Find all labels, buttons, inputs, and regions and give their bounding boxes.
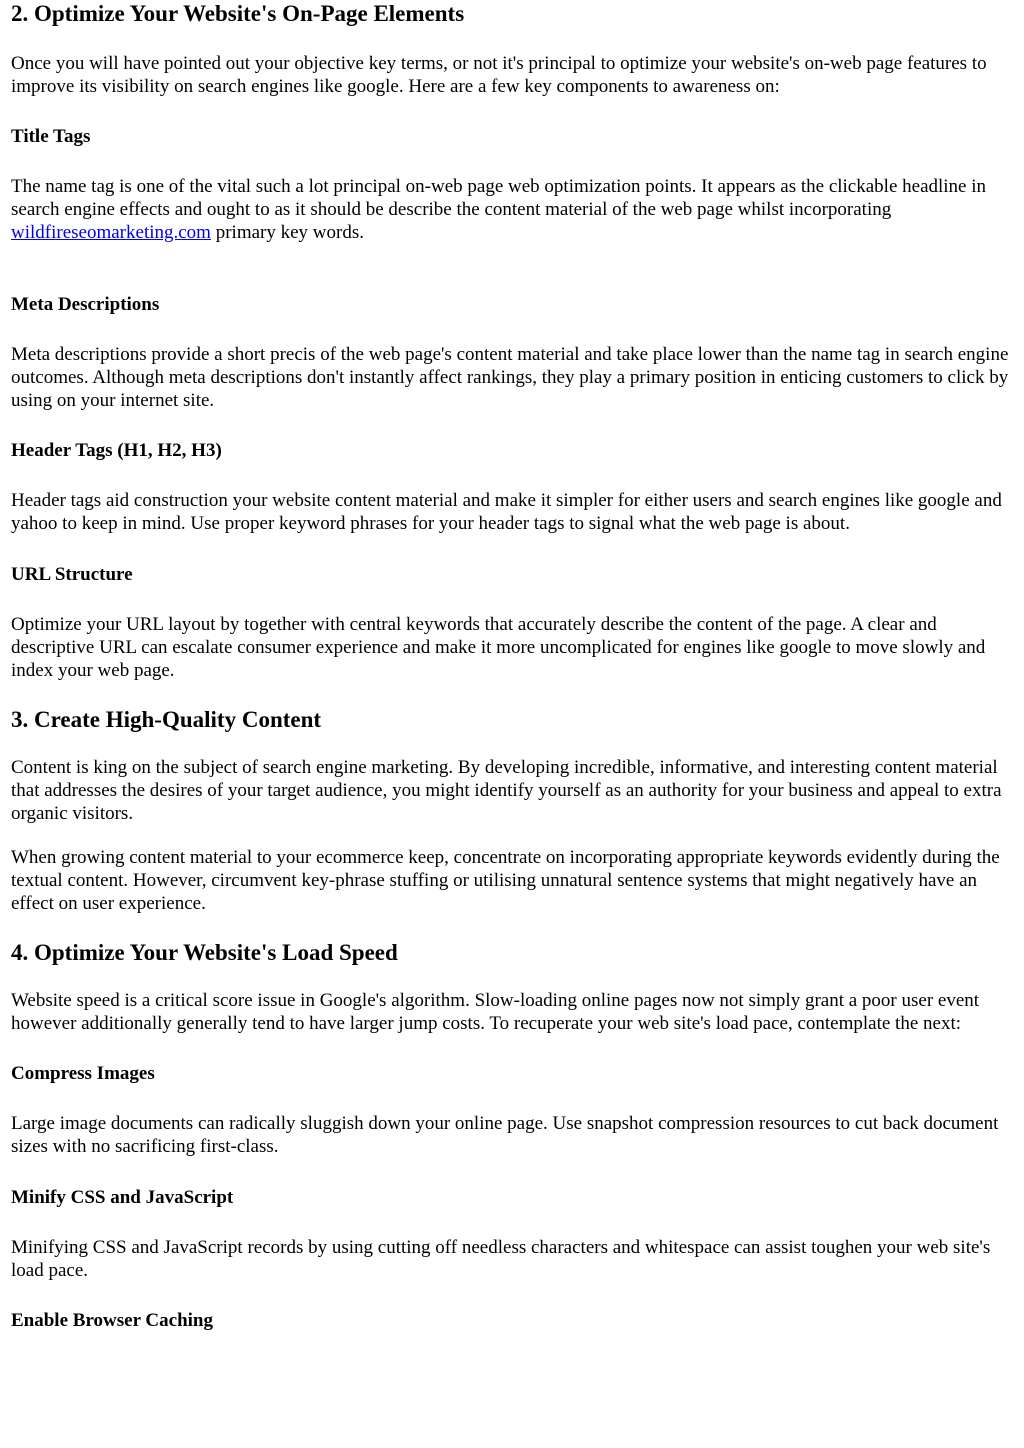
content-paragraph-2: When growing content material to your ecommerce keep, concentrate on incorporating appropriate keywords evidently during the textual content. However, circumvent key-phrase stuffing or utilising unnatural sentence systems that might negatively have an effect on user experience. <box>11 847 1000 914</box>
subheading-header-tags: Header Tags (H1, H2, H3) <box>11 440 222 461</box>
meta-descriptions-paragraph: Meta descriptions provide a short precis of the web page's content material and take place lower than the name tag in search engine outcomes. Although meta descriptions don't instantly affect rankings, they play a primary position in enticing customers to click by using on your internet site. <box>11 344 1009 411</box>
section-heading-load-speed: 4. Optimize Your Website's Load Speed <box>11 940 398 965</box>
compress-images-paragraph: Large image documents can radically sluggish down your online page. Use snapshot compression resources to cut back document sizes with no sacrificing first-class. <box>11 1113 999 1157</box>
subheading-title-tags: Title Tags <box>11 126 91 147</box>
on-page-intro-paragraph: Once you will have pointed out your objective key terms, or not it's principal to optimize your website's on-web page features to improve its visibility on search engines like google. Here are a few key components to awareness on: <box>11 53 987 97</box>
title-tags-paragraph <box>11 175 1013 244</box>
subheading-meta-descriptions: Meta Descriptions <box>11 294 160 315</box>
header-tags-paragraph: Header tags aid construction your website content material and make it simpler for either users and search engines like google and yahoo to keep in mind. Use proper keyword phrases for your header tags to signal what the web page is about. <box>11 490 1002 534</box>
content-paragraph-1: Content is king on the subject of search engine marketing. By developing incredible, informative, and interesting content material that addresses the desires of your target audience, you might identify yourself as an authority for your business and appeal to extra organic visitors. <box>11 757 1002 824</box>
title-tags-text-before-link: The name tag is one of the vital such a lot principal on-web page web optimization points. It appears as the clickable headline in search engine effects and ought to as it should be describe the content material of the web page whilst incorporating <box>11 176 987 220</box>
url-structure-paragraph: Optimize your URL layout by together with central keywords that accurately describe the content of the page. A clear and descriptive URL can escalate consumer experience and make it more uncomplicated for engines like google to move slowly and index your web page. <box>11 614 986 681</box>
wildfire-seo-link[interactable]: wildfireseomarketing.com <box>11 222 211 243</box>
subheading-browser-caching: Enable Browser Caching <box>11 1310 213 1331</box>
load-speed-intro-paragraph: Website speed is a critical score issue in Google's algorithm. Slow-loading online pages now not simply grant a poor user event however additionally generally tend to have larger jump costs. To recuperate your web site's load pace, contemplate the next: <box>11 990 980 1034</box>
section-heading-high-quality-content: 3. Create High-Quality Content <box>11 707 322 732</box>
subheading-minify: Minify CSS and JavaScript <box>11 1187 234 1208</box>
subheading-url-structure: URL Structure <box>11 564 133 585</box>
subheading-compress-images: Compress Images <box>11 1063 155 1084</box>
section-heading-on-page-elements: 2. Optimize Your Website's On-Page Elements <box>11 1 465 26</box>
minify-paragraph: Minifying CSS and JavaScript records by using cutting off needless characters and whitespace can assist toughen your web site's load pace. <box>11 1237 991 1281</box>
title-tags-text-after-link: primary key words. <box>210 222 364 243</box>
